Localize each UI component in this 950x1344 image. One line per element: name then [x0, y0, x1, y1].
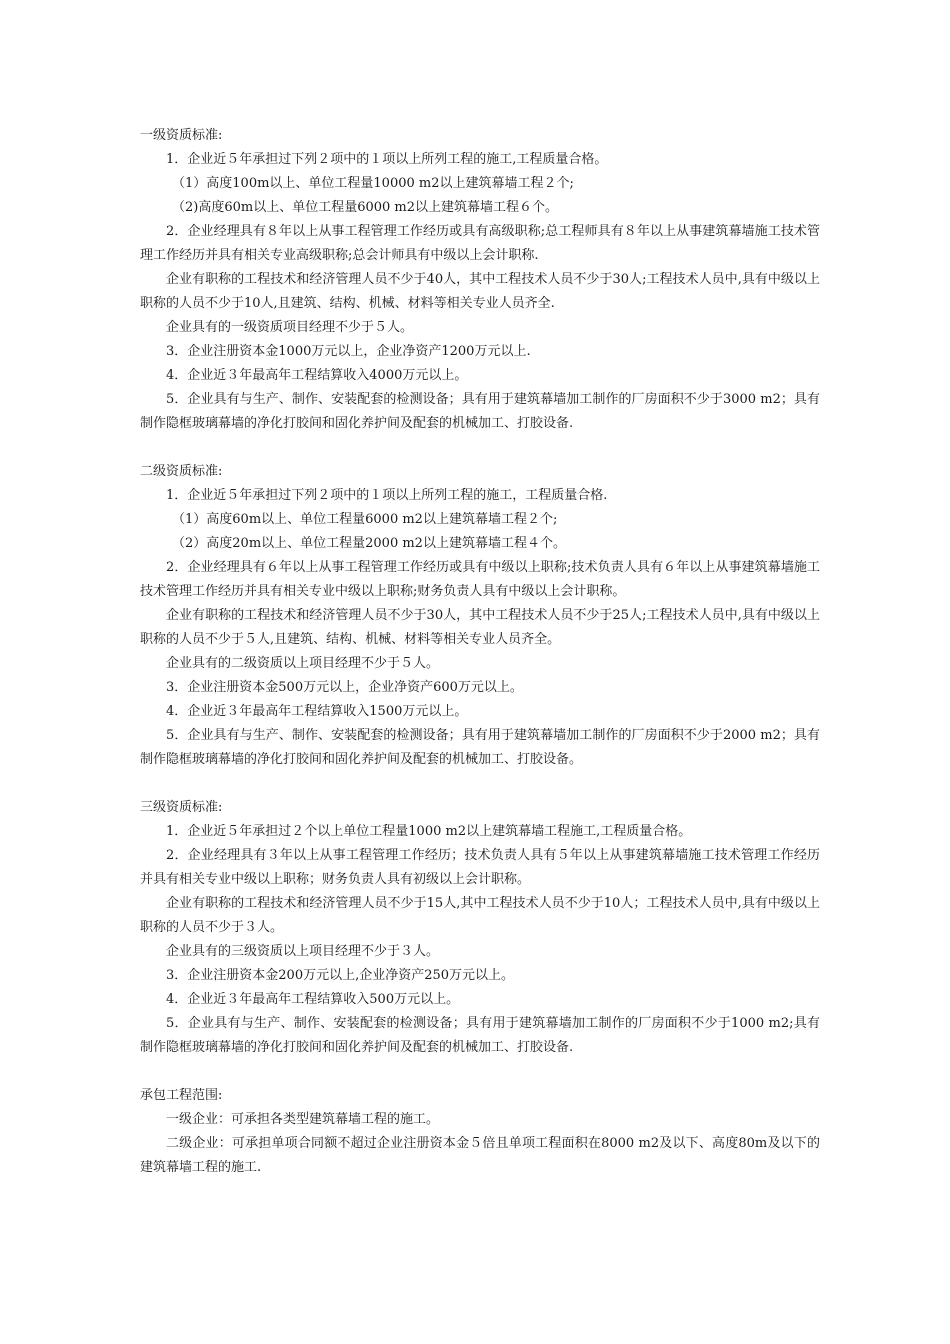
paragraph: 4．企业近３年最高年工程结算收入4000万元以上。 [166, 368, 468, 383]
paragraph: （1）高度100m以上、单位工程量10000 m2以上建筑幕墙工程２个; [172, 176, 574, 191]
section-level-3 [140, 796, 820, 1060]
section-contract-scope [140, 1084, 820, 1180]
paragraph: 5．企业具有与生产、制作、安装配套的检测设备；具有用于建筑幕墙加工制作的厂房面积不少于2000 m2；具有制作隐框玻璃幕墙的净化打胶间和固化养护间及配套的机械加工、打胶设备。 [140, 728, 820, 767]
paragraph: 2．企业经理具有６年以上从事工程管理工作经历或具有中级以上职称;技术负责人具有６年以上从事建筑幕墙施工技术管理工作经历并具有相关专业中级以上职称;财务负责人具有中级以上会计职称。 [140, 560, 820, 599]
paragraph: 1．企业近５年承担过下列２项中的１项以上所列工程的施工,工程质量合格。 [166, 152, 608, 167]
paragraph: 企业有职称的工程技术和经济管理人员不少于40人，其中工程技术人员不少于30人;工程技术人员中,具有中级以上职称的人员不少于10人,且建筑、结构、机械、材料等相关专业人员齐全. [140, 272, 820, 311]
paragraph: （2）高度20m以上、单位工程量2000 m2以上建筑幕墙工程４个。 [172, 536, 566, 551]
paragraph: 企业有职称的工程技术和经济管理人员不少于15人,其中工程技术人员不少于10人；工程技术人员中,具有中级以上职称的人员不少于３人。 [140, 896, 820, 935]
section-title: 三级资质标准: [140, 800, 223, 815]
paragraph: 企业有职称的工程技术和经济管理人员不少于30人，其中工程技术人员不少于25人;工程技术人员中,具有中级以上职称的人员不少于５人,且建筑、结构、机械、材料等相关专业人员齐全。 [140, 608, 820, 647]
section-title: 二级资质标准: [140, 464, 223, 479]
section-title: 一级资质标准: [140, 128, 223, 143]
section-level-2 [140, 460, 820, 772]
paragraph: 2．企业经理具有３年以上从事工程管理工作经历；技术负责人具有５年以上从事建筑幕墙施工技术管理工作经历并具有相关专业中级以上职称；财务负责人具有初级以上会计职称。 [140, 848, 820, 887]
paragraph: 3．企业注册资本金200万元以上,企业净资产250万元以上。 [166, 968, 515, 983]
paragraph: 4．企业近３年最高年工程结算收入1500万元以上。 [166, 704, 468, 719]
section-level-1 [140, 124, 820, 436]
paragraph: 1．企业近５年承担过２个以上单位工程量1000 m2以上建筑幕墙工程施工,工程质量合格。 [166, 824, 692, 839]
paragraph: 二级企业：可承担单项合同额不超过企业注册资本金５倍且单项工程面积在8000 m2及以下、高度80m及以下的建筑幕墙工程的施工. [140, 1136, 820, 1175]
paragraph: 2．企业经理具有８年以上从事工程管理工作经历或具有高级职称;总工程师具有８年以上从事建筑幕墙施工技术管理工作经历并具有相关专业高级职称;总会计师具有中级以上会计职称. [140, 224, 820, 263]
section-title: 承包工程范围: [140, 1088, 223, 1103]
paragraph: （1）高度60m以上、单位工程量6000 m2以上建筑幕墙工程２个; [172, 512, 558, 527]
paragraph: 企业具有的三级资质以上项目经理不少于３人。 [166, 944, 440, 959]
paragraph: 5．企业具有与生产、制作、安装配套的检测设备；具有用于建筑幕墙加工制作的厂房面积不少于3000 m2；具有制作隐框玻璃幕墙的净化打胶间和固化养护间及配套的机械加工、打胶设备. [140, 392, 820, 431]
paragraph: （2)高度60m以上、单位工程量6000 m2以上建筑幕墙工程６个。 [172, 200, 559, 215]
paragraph: 一级企业：可承担各类型建筑幕墙工程的施工。 [166, 1112, 440, 1127]
paragraph: 5．企业具有与生产、制作、安装配套的检测设备；具有用于建筑幕墙加工制作的厂房面积不少于1000 m2;具有制作隐框玻璃幕墙的净化打胶间和固化养护间及配套的机械加工、打胶设备. [140, 1016, 820, 1055]
paragraph: 3．企业注册资本金500万元以上，企业净资产600万元以上。 [166, 680, 523, 695]
paragraph: 1．企业近５年承担过下列２项中的１项以上所列工程的施工，工程质量合格. [166, 488, 608, 503]
paragraph: 3．企业注册资本金1000万元以上，企业净资产1200万元以上. [166, 344, 531, 359]
paragraph: 企业具有的二级资质以上项目经理不少于５人。 [166, 656, 440, 671]
paragraph: 4．企业近３年最高年工程结算收入500万元以上。 [166, 992, 460, 1007]
document-page [140, 124, 820, 1204]
paragraph: 企业具有的一级资质项目经理不少于５人。 [166, 320, 414, 335]
